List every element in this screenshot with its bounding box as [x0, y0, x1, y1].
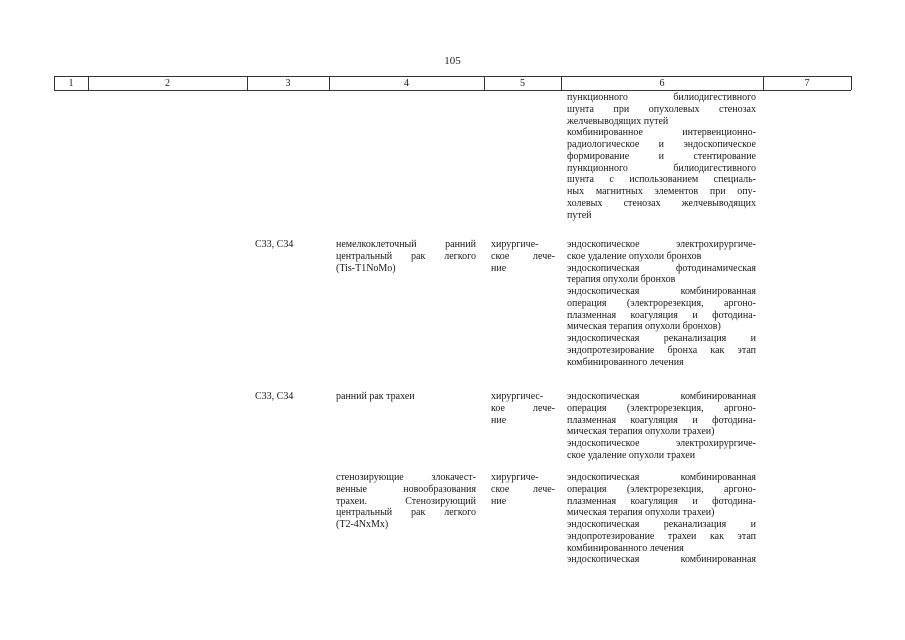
table-header-bottom-rule: [54, 90, 851, 91]
diagnosis-cell: [336, 472, 476, 531]
text-line: кое лече-: [491, 402, 555, 414]
text-line: путей: [567, 209, 592, 221]
text-line: пункционного билиодигестивного: [567, 162, 756, 174]
text-line: эндоскопическая комбинированная: [567, 554, 756, 566]
header-col-7: 7: [804, 78, 810, 89]
header-col-2: 2: [165, 78, 170, 89]
text-line: немелкоклеточный ранний: [336, 239, 476, 250]
page-number: 105: [444, 55, 461, 67]
text-line: формирование и стентирование: [567, 150, 756, 162]
methods-cell: [567, 472, 756, 566]
header-col-3: 3: [285, 78, 291, 89]
text-line: комбинированное интервенционно-: [567, 127, 756, 139]
text-line: шунта с использованием специаль-: [567, 174, 756, 186]
text-line: ское лече-: [491, 483, 555, 495]
text-line: эндоскопическая комбинированная: [567, 472, 756, 483]
diagnosis-cell: [336, 239, 476, 274]
text-line: эндоскопическая фотодинамическая: [567, 262, 756, 274]
text-line: плазменная коагуляция и фотодина-: [567, 495, 756, 507]
treatment-type-cell: [491, 472, 555, 507]
text-line: мическая терапия опухоли бронхов): [567, 321, 721, 333]
text-line: плазменная коагуляция и фотодина-: [567, 309, 756, 321]
text-line: центральный рак легкого: [336, 507, 476, 519]
text-line: хирургиче-: [491, 472, 539, 483]
text-line: операция (электрорезекция, аргоно-: [567, 297, 756, 309]
methods-cell: [567, 391, 756, 462]
text-line: трахеи. Стенозирующий: [336, 495, 476, 507]
header-col-4: 4: [404, 78, 409, 89]
continuation-methods: [567, 92, 756, 221]
text-line: ных магнитных элементов при опу-: [567, 186, 756, 197]
text-line: операция (электрорезекция, аргоно-: [567, 483, 756, 495]
header-col-5: 5: [520, 78, 525, 89]
text-line: эндоскопическая реканализация и: [567, 333, 756, 344]
text-line: (Tis-T1NoMo): [336, 262, 396, 274]
text-line: эндоскопическая комбинированная: [567, 391, 756, 402]
text-line: (T2-4NxMx): [336, 519, 389, 530]
text-line: мическая терапия опухоли трахеи): [567, 507, 715, 519]
text-line: комбинированного лечения: [567, 356, 684, 368]
text-line: радиологическое и эндоскопическое: [567, 139, 756, 150]
text-line: центральный рак легкого: [336, 250, 476, 262]
text-line: хирургичес-: [491, 391, 544, 402]
text-line: шунта при опухолевых стенозах: [567, 103, 756, 115]
text-line: эндопротезирование бронха как этап: [567, 344, 756, 356]
text-line: ранний рак трахеи: [336, 391, 415, 402]
icd-code: C33, C34: [255, 239, 294, 250]
text-line: хирургиче-: [491, 239, 539, 250]
text-line: холевых стенозах желчевыводящих: [567, 197, 756, 209]
text-line: мическая терапия опухоли трахеи): [567, 426, 715, 438]
text-line: эндопротезирование трахеи как этап: [567, 530, 756, 542]
text-line: терапия опухоли бронхов: [567, 274, 676, 286]
text-line: операция (электрорезекция, аргоно-: [567, 402, 756, 414]
text-line: венные новообразования: [336, 483, 476, 495]
text-line: пункционного билиодигестивного: [567, 92, 756, 103]
column-divider: [851, 76, 852, 90]
text-line: ние: [491, 262, 507, 274]
treatment-type-cell: [491, 391, 555, 426]
text-line: эндоскопическое электрохирургиче-: [567, 438, 756, 449]
text-line: эндоскопическая комбинированная: [567, 286, 756, 297]
header-col-6: 6: [659, 78, 665, 89]
text-line: ние: [491, 414, 507, 426]
text-line: комбинированного лечения: [567, 542, 684, 554]
text-line: стенозирующие злокачест-: [336, 472, 476, 483]
methods-cell: [567, 239, 756, 368]
icd-code: C33, C34: [255, 391, 294, 402]
text-line: эндоскопическое электрохирургиче-: [567, 239, 756, 250]
header-col-1: 1: [68, 78, 74, 89]
text-line: ское лече-: [491, 250, 555, 262]
text-line: ское удаление опухоли трахеи: [567, 449, 696, 461]
text-line: ское удаление опухоли бронхов: [567, 250, 702, 262]
text-line: желчевыводящих путей: [567, 115, 669, 127]
text-line: плазменная коагуляция и фотодина-: [567, 414, 756, 426]
text-line: эндоскопическая реканализация и: [567, 519, 756, 530]
text-line: ние: [491, 495, 507, 507]
diagnosis-cell: [336, 391, 476, 403]
treatment-type-cell: [491, 239, 555, 274]
